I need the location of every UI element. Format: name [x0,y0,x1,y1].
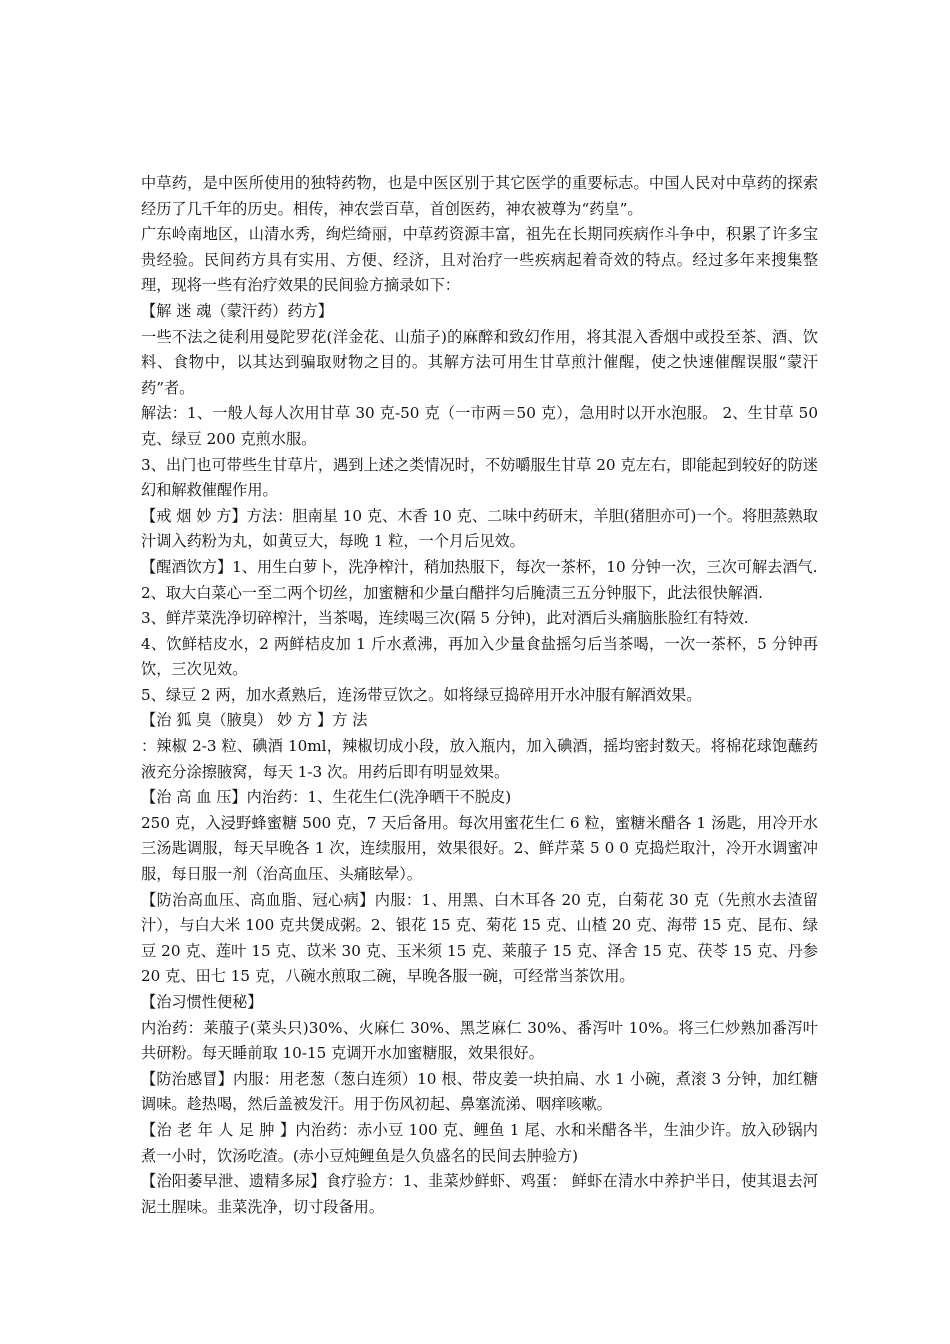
body-paragraph: 一些不法之徒利用曼陀罗花(洋金花、山茄子)的麻醉和致幻作用，将其混入香烟中或投至茶、酒、饮料、食物中，以其达到骗取财物之目的。其解方法可用生甘草煎汁催醒，使之快速催醒误服“蒙汗药”者。 [141,327,818,397]
body-paragraph: 5、绿豆 2 两，加水煮熟后，连汤带豆饮之。如将绿豆捣碎用开水冲服有解酒效果。 [141,685,702,704]
body-paragraph: 2、取大白菜心一至二两个切丝，加蜜糖和少量白醋拌匀后腌渍三五分钟服下，此法很快解酒. [141,583,763,602]
body-paragraph: 3、出门也可带些生甘草片，遇到上述之类情况时，不妨嚼服生甘草 20 克左右，即能起到较好的防迷幻和解救催醒作用。 [141,455,818,500]
remedy-paragraph: 【治 老 年 人 足 肿 】内治药：赤小豆 100 克、鲤鱼 1 尾、水和米醋各半，生油少许。放入砂锅内煮一小时，饮汤吃渣。(赤小豆炖鲤鱼是久负盛名的民间去肿验方) [141,1120,818,1165]
remedy-paragraph: 【防治感冒】内服：用老葱（葱白连须）10 根、带皮姜一块拍扁、水 1 小碗，煮滚 3 分钟，加红糖调味。趁热喝，然后盖被发汗。用于伤风初起、鼻塞流涕、咽痒咳嗽。 [141,1069,818,1114]
body-paragraph: 4、饮鲜桔皮水，2 两鲜桔皮加 1 斤水煮沸，再加入少量食盐摇匀后当茶喝，一次一茶杯，5 分钟再饮，三次见效。 [141,634,818,679]
intro-paragraph: 广东岭南地区，山清水秀，绚烂绮丽，中草药资源丰富，祖先在长期同疾病作斗争中，积累了许多宝贵经验。民间药方具有实用、方便、经济，且对治疗一些疾病起着奇效的特点。经过多年来搜集整理，现将一些有治疗效果的民间验方摘录如下： [141,225,818,295]
remedy-paragraph: 【醒酒饮方】1、用生白萝卜，洗净榨汁，稍加热服下，每次一茶杯，10 分钟一次，三次可解去酒气. [141,557,818,576]
body-paragraph: 250 克，入浸野蜂蜜糖 500 克，7 天后备用。每次用蜜花生仁 6 粒，蜜糖米醋各 1 汤匙，用冷开水三汤匙调服，每天早晚各 1 次，连续服用，效果很好。2、鲜芹菜 5 0 0 克捣烂取汁，冷开水调蜜冲服，每日服一剂（治高血压、头痛眩晕）。 [141,813,818,884]
body-paragraph: 3、鲜芹菜洗净切碎榨汁，当茶喝，连续喝三次(隔 5 分钟)，此对酒后头痛脑胀脸红有特效. [141,609,749,628]
remedy-paragraph: 【戒 烟 妙 方】方法：胆南星 10 克、木香 10 克、二味中药研末，羊胆(猪胆亦可)一个。将胆蒸熟取汁调入药粉为丸，如黄豆大，每晚 1 粒，一个月后见效。 [141,506,818,551]
body-paragraph: 内治药：莱菔子(菜头只)30%、火麻仁 30%、黑芝麻仁 30%、番泻叶 10%。将三仁炒熟加番泻叶共研粉。每天睡前取 10-15 克调开水加蜜糖服，效果很好。 [141,1018,818,1063]
body-paragraph: 解法：1、一般人每人次用甘草 30 克-50 克（一市两＝50 克），急用时以开水泡服。 2、生甘草 50 克、绿豆 200 克煎水服。 [141,404,818,448]
section-heading: 【治 狐 臭（腋臭） 妙 方 】方 法 [141,711,368,730]
remedy-paragraph: 【治 高 血 压】内治药：1、生花生仁(洗净晒干不脱皮) [141,788,512,807]
section-heading: 【解 迷 魂（蒙汗药）药方】 [141,301,333,320]
remedy-paragraph: 【防治高血压、高血脂、冠心病】内服：1、用黑、白木耳各 20 克，白菊花 30 克（先煎水去渣留汁），与白大米 100 克共煲成粥。2、银花 15 克、菊花 15 克、山楂 20 克、海带 15 克、昆布、绿豆 20 克、莲叶 15 克、苡米 30 克、玉米须 15 克、莱菔子 15 克、泽舍 15 克、茯苓 15 克、丹参 20 克、田七 15 克，八碗水煎取二碗，早晚各服一碗，可经常当茶饮用。 [141,890,818,986]
section-heading: 【治习惯性便秘】 [141,993,263,1011]
intro-paragraph: 中草药，是中医所使用的独特药物，也是中医区别于其它医学的重要标志。中国人民对中草药的探索经历了几千年的历史。相传，神农尝百草，首创医药，神农被尊为“药皇”。 [141,174,818,218]
remedy-paragraph: 【治阳萎早泄、遗精多尿】食疗验方：1、韭菜炒鲜虾、鸡蛋： 鲜虾在清水中养护半日，使其退去河泥土腥味。韭菜洗净，切寸段备用。 [141,1172,818,1216]
body-paragraph: ：辣椒 2-3 粒、碘酒 10ml，辣椒切成小段，放入瓶内，加入碘酒，摇均密封数天。将棉花球饱蘸药液充分涂擦腋窝，每天 1-3 次。用药后即有明显效果。 [141,737,818,781]
